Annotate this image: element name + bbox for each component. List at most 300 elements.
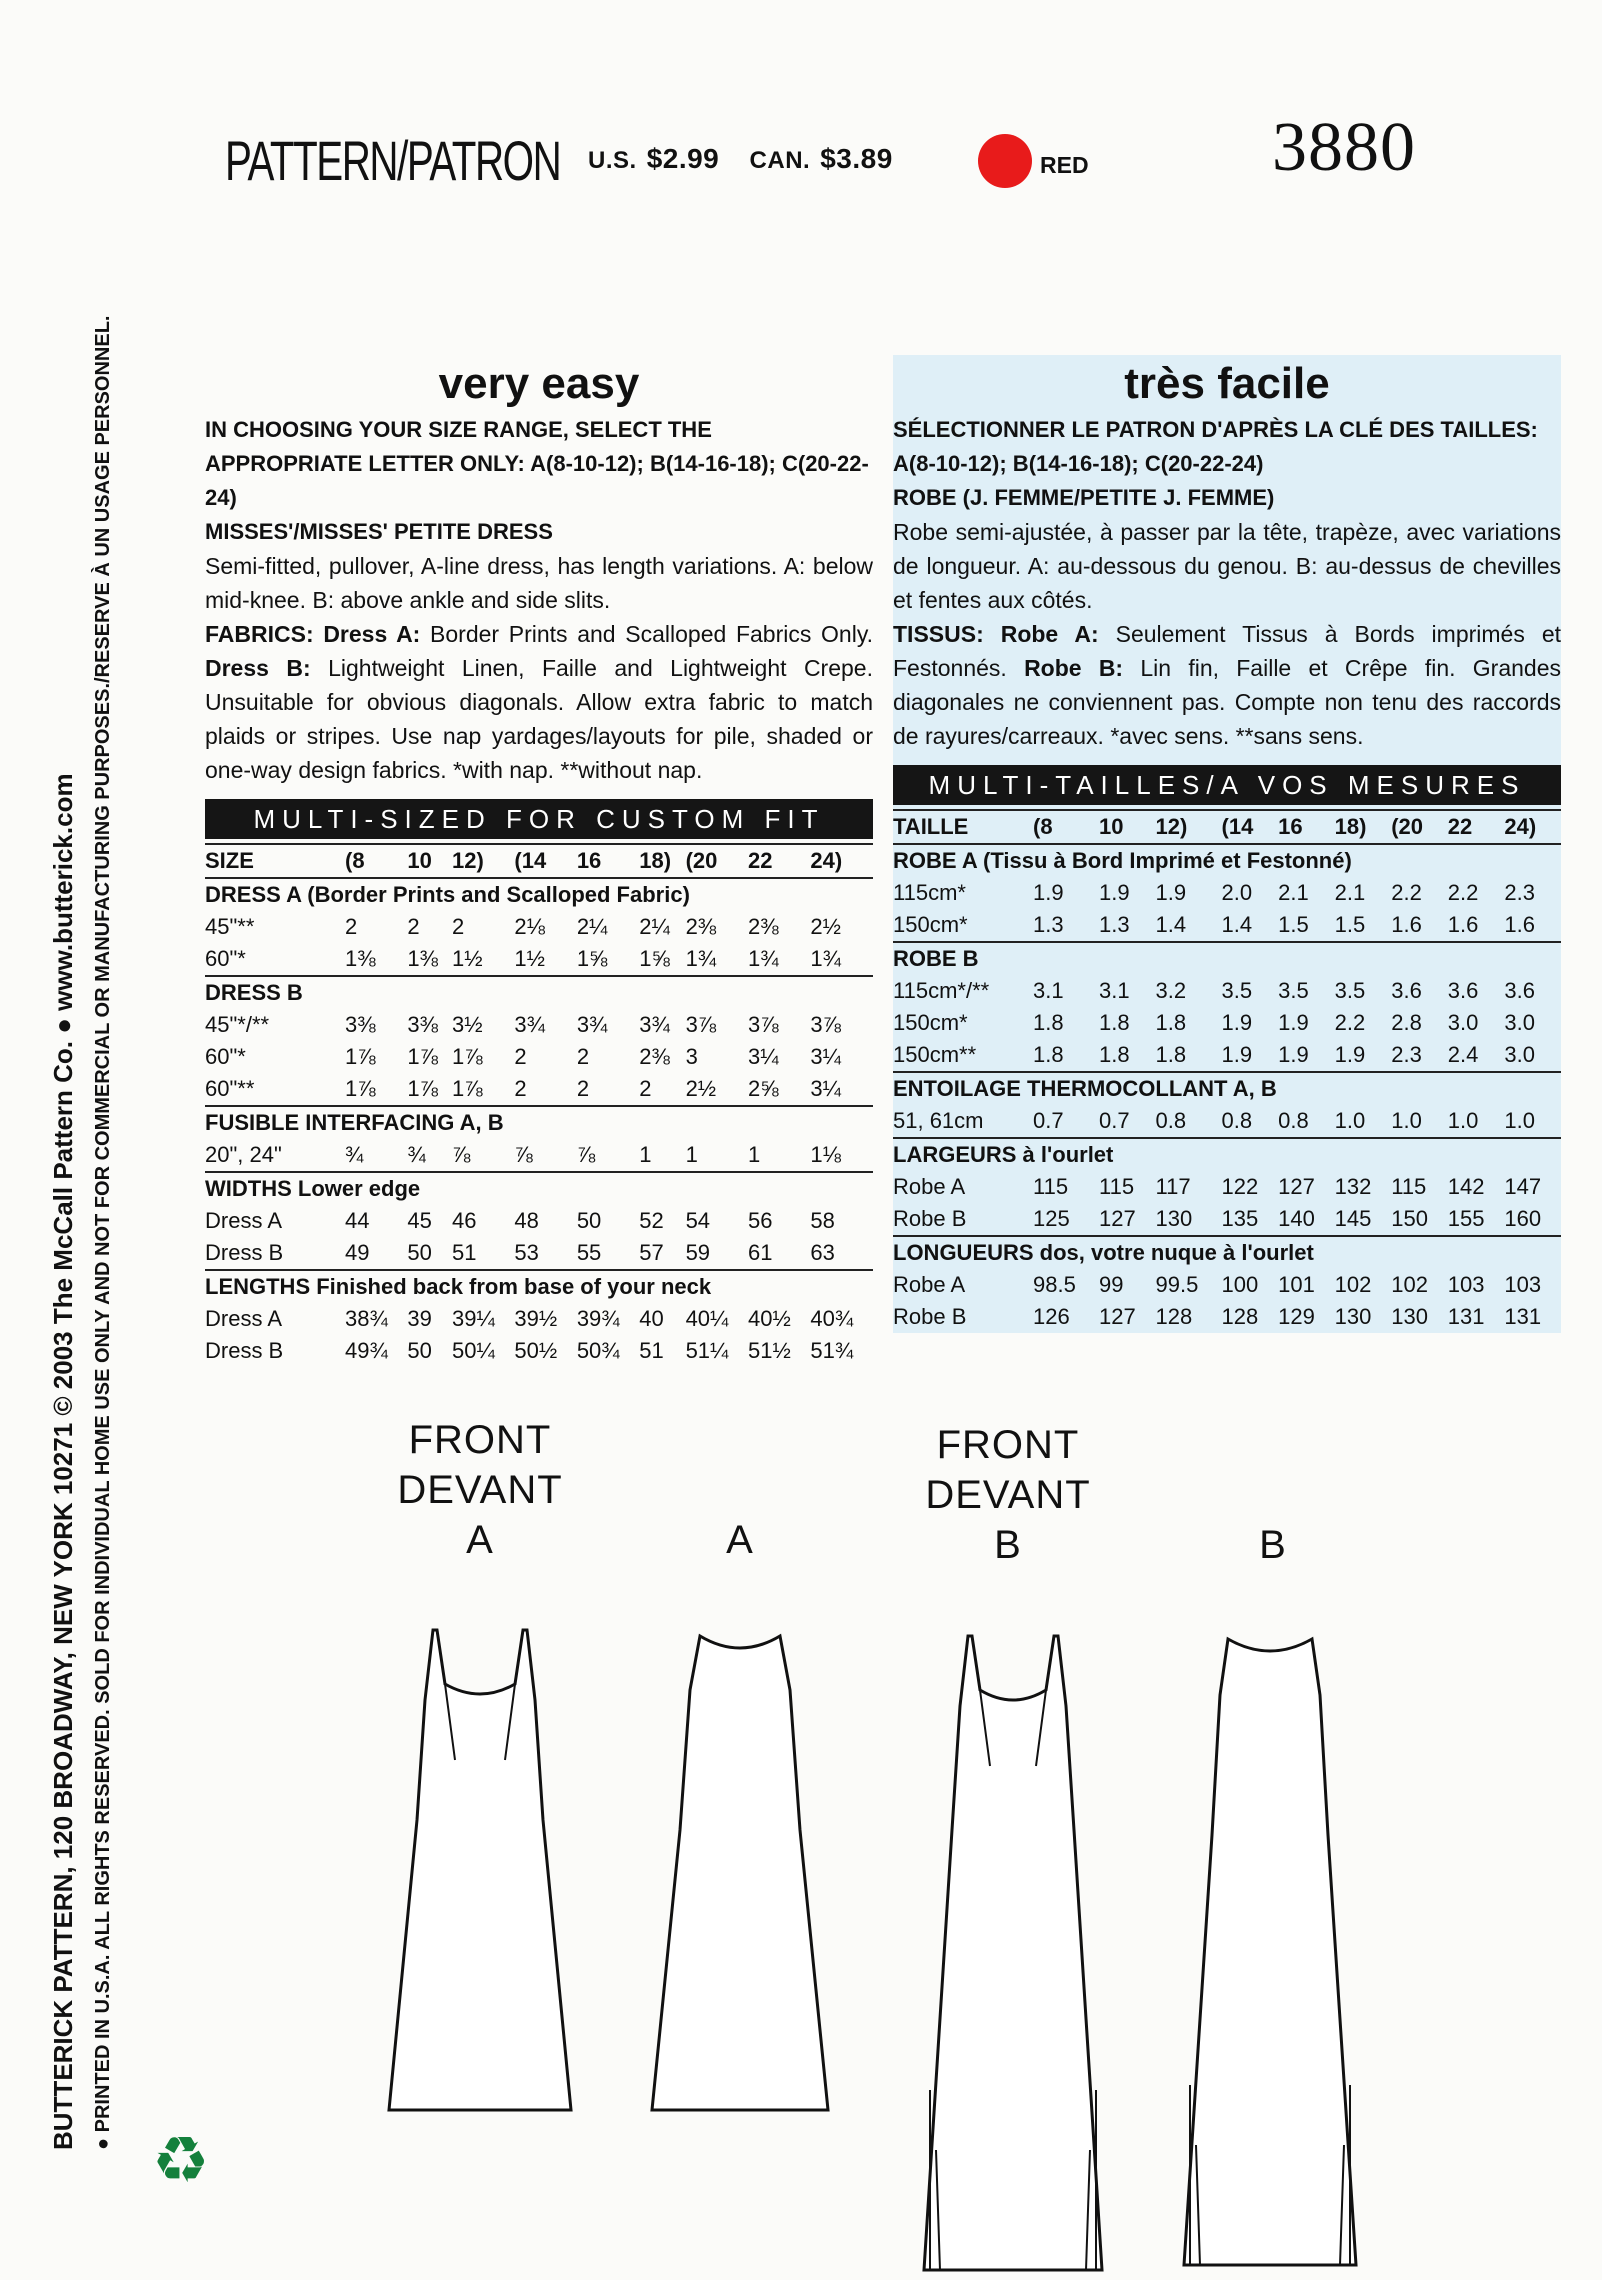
table-cell: 2.0 — [1221, 880, 1253, 905]
table-cell: 2 — [514, 1044, 527, 1069]
table-cell: 1.9 — [1033, 880, 1064, 905]
row-label: 60"* — [205, 946, 246, 971]
front-label: FRONT — [936, 1423, 1080, 1467]
table-cell: 1.0 — [1447, 1108, 1479, 1133]
table-cell: 2.2 — [1334, 1010, 1366, 1035]
table-cell: 2.1 — [1334, 880, 1366, 905]
size-5: 18) — [639, 844, 685, 878]
figure-b-back-caption — [1233, 1520, 1313, 1570]
row-label: Robe A — [893, 1174, 966, 1199]
table-cell: 1.5 — [1334, 912, 1366, 937]
table-cell: 103 — [1447, 1272, 1485, 1297]
table-cell: 135 — [1221, 1206, 1259, 1231]
table-cell: 1.9 — [1278, 1010, 1309, 1035]
table-row — [893, 1203, 1561, 1236]
table-cell: 99.5 — [1155, 1272, 1199, 1297]
table-cell: 102 — [1334, 1272, 1372, 1297]
table-cell: 50 — [407, 1338, 432, 1363]
table-cell: 99 — [1098, 1272, 1124, 1297]
fabrics-b-text: Lightweight Linen, Faille and Lightweight Crepe. Unsuitable for obvious diagonals. Allow extra fabric to match plaids or stripes. Use nap yardages/layouts for pile, shaded or one-way design fabrics. *with nap. **without nap. — [205, 655, 873, 783]
table-cell: 2¼ — [576, 914, 608, 939]
table-cell: 50 — [576, 1208, 602, 1233]
table-cell: 1.4 — [1155, 912, 1187, 937]
devant-label: DEVANT — [397, 1468, 563, 1512]
size-3: (14 — [1222, 810, 1279, 844]
table-cell: 1.5 — [1278, 912, 1309, 937]
table-cell: 2 — [407, 914, 420, 939]
table-cell: 49¾ — [345, 1338, 388, 1363]
table-cell: ⅞ — [452, 1142, 471, 1167]
tissus-b-text: Lin fin, Faille et Crêpe fin. Grandes diagonales ne conviennent pas. Compte non tenu des raccords de rayures/carreaux. *avec sens. **sans sens. — [893, 655, 1561, 749]
table-cell: 63 — [810, 1240, 835, 1265]
section-title: ENTOILAGE THERMOCOLLANT A, B — [893, 1072, 1561, 1105]
section-title: LARGEURS à l'ourlet — [893, 1138, 1561, 1171]
table-cell: 1 — [639, 1142, 652, 1167]
table-row — [205, 1335, 873, 1367]
us-label: U.S. — [588, 147, 637, 174]
front-label: FRONT — [408, 1418, 552, 1462]
table-cell: 61 — [747, 1240, 773, 1265]
size-7: 22 — [748, 844, 810, 878]
table-cell: 100 — [1221, 1272, 1259, 1297]
table-cell: 2⅜ — [685, 914, 717, 939]
table-cell: 49 — [345, 1240, 370, 1265]
table-cell: 39¼ — [452, 1306, 495, 1331]
table-cell: 40 — [639, 1306, 664, 1331]
table-cell: ⅞ — [514, 1142, 533, 1167]
table-cell: 1.6 — [1447, 912, 1479, 937]
table-cell: 3.0 — [1504, 1010, 1535, 1035]
table-cell: 3¼ — [810, 1044, 841, 1069]
table-row — [893, 975, 1561, 1007]
table-cell: 1½ — [514, 946, 545, 971]
table-cell: 2.2 — [1391, 880, 1422, 905]
row-label: Robe B — [893, 1304, 967, 1329]
table-cell: 3¼ — [810, 1076, 841, 1101]
english-band: MULTI-SIZED FOR CUSTOM FIT — [205, 799, 873, 839]
size-label: TAILLE — [893, 810, 1033, 844]
table-cell: 0.7 — [1098, 1108, 1130, 1133]
section-title-row — [205, 976, 873, 1009]
table-cell: 160 — [1504, 1206, 1542, 1231]
view-label: A — [466, 1518, 494, 1562]
english-description: Semi-fitted, pullover, A-line dress, has length variations. A: below mid-knee. B: above ankle and side slits. — [205, 553, 873, 613]
size-8: 24) — [1504, 810, 1561, 844]
section-title-row — [893, 844, 1561, 877]
table-cell: 39½ — [514, 1306, 558, 1331]
table-cell: 3.5 — [1278, 978, 1309, 1003]
view-label: B — [994, 1523, 1022, 1567]
section-title: WIDTHS Lower edge — [205, 1172, 873, 1205]
table-cell: 1¾ — [685, 946, 717, 971]
figure-b-front-caption — [918, 1420, 1098, 1570]
table-cell: 48 — [514, 1208, 539, 1233]
row-label: Dress B — [205, 1338, 284, 1363]
table-cell: 130 — [1155, 1206, 1193, 1231]
english-yardage-table — [205, 843, 873, 1367]
size-4: 16 — [577, 844, 639, 878]
table-cell: 51¼ — [685, 1338, 729, 1363]
french-band: MULTI-TAILLES/A VOS MESURES — [893, 765, 1561, 805]
row-label: 150cm** — [893, 1042, 977, 1067]
table-cell: 3½ — [452, 1012, 483, 1037]
table-cell: 1⅜ — [345, 946, 376, 971]
section-title: ROBE A (Tissu à Bord Imprimé et Festonné) — [893, 844, 1561, 877]
table-row — [205, 1041, 873, 1073]
table-cell: 115 — [1033, 1174, 1069, 1199]
table-cell: 57 — [639, 1240, 664, 1265]
can-label: CAN. — [749, 147, 811, 174]
publisher-line: BUTTERICK PATTERN, 120 BROADWAY, NEW YORK 10271 © 2003 The McCall Pattern Co. ● www.butterick.com — [48, 773, 78, 2150]
table-cell: 1 — [685, 1142, 698, 1167]
table-cell: 2.3 — [1391, 1042, 1422, 1067]
table-cell: 1.8 — [1155, 1042, 1187, 1067]
table-row — [205, 1073, 873, 1106]
dress-a-front-illustration — [385, 1620, 575, 2120]
table-cell: 150 — [1391, 1206, 1428, 1231]
table-cell: 1.9 — [1098, 880, 1130, 905]
table-cell: 3.6 — [1391, 978, 1422, 1003]
table-cell: 0.7 — [1033, 1108, 1064, 1133]
table-cell: 50¼ — [452, 1338, 495, 1363]
table-row — [205, 1303, 873, 1335]
table-cell: 2¼ — [639, 914, 670, 939]
table-cell: 2 — [514, 1076, 527, 1101]
row-label: 150cm* — [893, 1010, 968, 1035]
table-cell: 155 — [1447, 1206, 1485, 1231]
section-title-row — [893, 1138, 1561, 1171]
table-row — [893, 1269, 1561, 1301]
table-cell: 3.5 — [1334, 978, 1366, 1003]
table-cell: 56 — [747, 1208, 773, 1233]
table-cell: 0.8 — [1278, 1108, 1309, 1133]
price-block — [588, 143, 915, 175]
table-cell: 1.9 — [1221, 1042, 1253, 1067]
table-cell: 103 — [1504, 1272, 1542, 1297]
table-cell: 1½ — [452, 946, 483, 971]
size-5: 18) — [1335, 810, 1392, 844]
size-2: 12) — [1156, 810, 1222, 844]
table-cell: 1⅝ — [576, 946, 608, 971]
table-cell: 1.8 — [1033, 1010, 1064, 1035]
table-cell: 1¾ — [747, 946, 779, 971]
row-label: 45"*/** — [205, 1012, 270, 1037]
pattern-number: 3880 — [1272, 109, 1416, 186]
table-cell: 2⅛ — [514, 914, 545, 939]
table-cell: 3 — [685, 1044, 698, 1069]
table-cell: 40¼ — [685, 1306, 729, 1331]
table-cell: 52 — [639, 1208, 664, 1233]
section-title-row — [893, 1072, 1561, 1105]
section-title: LONGUEURS dos, votre nuque à l'ourlet — [893, 1236, 1561, 1269]
tissus-b-label: Robe B: — [1024, 655, 1124, 681]
table-cell: 145 — [1334, 1206, 1372, 1231]
table-cell: 147 — [1504, 1174, 1542, 1199]
table-cell: 2 — [452, 914, 465, 939]
table-cell: 1 — [747, 1142, 761, 1167]
table-cell: 2 — [576, 1076, 590, 1101]
size-0: (8 — [345, 844, 407, 878]
fabrics-a-label: Dress A: — [323, 621, 421, 647]
row-label: 60"** — [205, 1076, 255, 1101]
table-cell: 1.3 — [1098, 912, 1130, 937]
table-cell: 127 — [1098, 1304, 1136, 1329]
table-cell: 2½ — [685, 1076, 717, 1101]
table-cell: 2.4 — [1447, 1042, 1479, 1067]
table-cell: 1.4 — [1221, 912, 1253, 937]
section-title-row — [205, 1172, 873, 1205]
table-cell: 2 — [345, 914, 358, 939]
table-cell: 128 — [1155, 1304, 1193, 1329]
row-label: 20", 24" — [205, 1142, 282, 1167]
table-cell: 101 — [1278, 1272, 1315, 1297]
table-cell: 40½ — [747, 1306, 791, 1331]
table-cell: 1.8 — [1155, 1010, 1187, 1035]
table-cell: 3⅞ — [685, 1012, 717, 1037]
table-cell: 3.2 — [1155, 978, 1187, 1003]
table-cell: 131 — [1504, 1304, 1542, 1329]
color-label: RED — [1040, 152, 1089, 178]
dress-b-front-illustration — [918, 1630, 1108, 2280]
table-cell: 1.9 — [1155, 880, 1187, 905]
table-cell: 2½ — [810, 914, 841, 939]
table-cell: 140 — [1278, 1206, 1315, 1231]
table-cell: 2.2 — [1447, 880, 1479, 905]
table-cell: 1.3 — [1033, 912, 1064, 937]
table-row — [205, 1205, 873, 1237]
table-cell: 131 — [1447, 1304, 1485, 1329]
table-cell: 2⅝ — [747, 1076, 779, 1101]
table-cell: 58 — [810, 1208, 835, 1233]
section-title: FUSIBLE INTERFACING A, B — [205, 1106, 873, 1139]
pattern-label: PATTERN/PATRON — [225, 129, 561, 192]
row-label: Robe A — [893, 1272, 966, 1297]
section-title: ROBE B — [893, 942, 1561, 975]
table-cell: 51¾ — [810, 1338, 854, 1363]
dress-b-back-illustration — [1180, 1635, 1360, 2275]
section-title: DRESS A (Border Prints and Scalloped Fabric) — [205, 878, 873, 911]
table-cell: 3.6 — [1447, 978, 1479, 1003]
table-cell: 1.8 — [1098, 1042, 1130, 1067]
table-cell: 54 — [685, 1208, 711, 1233]
table-cell: 2.3 — [1504, 880, 1535, 905]
table-cell: 3¾ — [639, 1012, 670, 1037]
table-cell: 3⅜ — [407, 1012, 438, 1037]
devant-label: DEVANT — [925, 1473, 1091, 1517]
table-cell: 2⅜ — [639, 1044, 670, 1069]
french-column — [893, 355, 1561, 1333]
table-cell: 2.8 — [1391, 1010, 1422, 1035]
table-cell: ¾ — [345, 1142, 364, 1167]
table-row — [205, 911, 873, 943]
table-cell: 127 — [1098, 1206, 1136, 1231]
table-cell: 1.8 — [1098, 1010, 1130, 1035]
table-cell: 1⅞ — [345, 1076, 376, 1101]
english-column — [205, 355, 873, 1367]
section-title: LENGTHS Finished back from base of your neck — [205, 1270, 873, 1303]
table-cell: 51 — [452, 1240, 477, 1265]
table-cell: 142 — [1447, 1174, 1485, 1199]
french-size-instructions: SÉLECTIONNER LE PATRON D'APRÈS LA CLÉ DES TAILLES: A(8-10-12); B(14-16-18); C(20-22-24) — [893, 417, 1538, 476]
figure-a-back-caption — [700, 1515, 780, 1565]
table-cell: 3⅜ — [345, 1012, 376, 1037]
row-label: 51, 61cm — [893, 1108, 984, 1133]
table-cell: 40¾ — [810, 1306, 854, 1331]
row-label: 60"* — [205, 1044, 246, 1069]
size-label: SIZE — [205, 844, 345, 878]
table-cell: 1.6 — [1504, 912, 1535, 937]
recycle-icon: ♻ — [152, 2124, 210, 2196]
table-cell: 59 — [685, 1240, 711, 1265]
size-6: (20 — [1391, 810, 1448, 844]
table-cell: 0.8 — [1221, 1108, 1253, 1133]
table-cell: 50 — [407, 1240, 432, 1265]
table-cell: 50½ — [514, 1338, 558, 1363]
english-title: very easy — [438, 359, 640, 408]
table-cell: 1⅞ — [452, 1076, 483, 1101]
french-fabrics — [893, 617, 1561, 753]
table-cell: 3⅞ — [747, 1012, 779, 1037]
table-cell: 117 — [1155, 1174, 1191, 1199]
table-row — [893, 1105, 1561, 1138]
table-cell: 3¾ — [576, 1012, 608, 1037]
french-description: Robe semi-ajustée, à passer par la tête, trapèze, avec variations de longueur. A: au-dessous du genou. B: au-dessus de chevilles et fentes aux côtés. — [893, 519, 1561, 613]
color-dot-icon — [978, 134, 1032, 188]
table-cell: 125 — [1033, 1206, 1070, 1231]
size-1: 10 — [1099, 810, 1156, 844]
table-cell: 44 — [345, 1208, 370, 1233]
table-cell: 3¾ — [514, 1012, 545, 1037]
table-cell: 122 — [1221, 1174, 1259, 1199]
table-cell: 1⅞ — [407, 1044, 438, 1069]
size-8: 24) — [810, 844, 873, 878]
row-label: 115cm*/** — [893, 978, 990, 1003]
row-label: Robe B — [893, 1206, 967, 1231]
table-cell: 130 — [1391, 1304, 1428, 1329]
section-title-row — [205, 1106, 873, 1139]
row-label: 115cm* — [893, 880, 966, 905]
english-size-instructions: IN CHOOSING YOUR SIZE RANGE, SELECT THE APPROPRIATE LETTER ONLY: A(8-10-12); B(14-16-18); C(20-22-24) — [205, 417, 869, 510]
size-7: 22 — [1448, 810, 1505, 844]
english-dress-name: MISSES'/MISSES' PETITE DRESS — [205, 519, 553, 544]
table-row — [893, 1039, 1561, 1072]
table-cell: 128 — [1221, 1304, 1259, 1329]
table-row — [205, 1009, 873, 1041]
table-cell: 45 — [407, 1208, 432, 1233]
table-cell: 3⅞ — [810, 1012, 841, 1037]
fabrics-b-label: Dress B: — [205, 655, 311, 681]
table-cell: 3.5 — [1221, 978, 1253, 1003]
table-cell: 98.5 — [1033, 1272, 1076, 1297]
table-cell: 1.9 — [1334, 1042, 1366, 1067]
table-cell: 51½ — [747, 1338, 791, 1363]
table-cell: 1.0 — [1504, 1108, 1535, 1133]
row-label: Dress A — [205, 1208, 283, 1233]
section-title-row — [205, 878, 873, 911]
table-cell: 1.9 — [1221, 1010, 1253, 1035]
french-dress-name: ROBE (J. FEMME/PETITE J. FEMME) — [893, 485, 1275, 510]
table-cell: 1⅝ — [639, 946, 670, 971]
can-price: $3.89 — [820, 143, 893, 174]
fabrics-a-text: Border Prints and Scalloped Fabrics Only. — [430, 621, 874, 647]
table-cell: 126 — [1033, 1304, 1070, 1329]
section-title-row — [205, 1270, 873, 1303]
table-cell: 3.1 — [1033, 978, 1064, 1003]
table-cell: 3.6 — [1504, 978, 1535, 1003]
table-cell: 1⅞ — [407, 1076, 438, 1101]
rights-line: ● PRINTED IN U.S.A. ALL RIGHTS RESERVED. SOLD FOR INDIVIDUAL HOME USE ONLY AND NOT FOR COMMERCIAL OR MANUFACTURING PURPOSES./RESERVE À UN USAGE PERSONNEL. — [92, 315, 114, 2150]
table-row — [205, 1237, 873, 1270]
english-fabrics — [205, 617, 873, 787]
tissus-label: TISSUS: — [893, 621, 984, 647]
table-cell: 3.1 — [1098, 978, 1130, 1003]
table-cell: 3¼ — [747, 1044, 779, 1069]
row-label: 150cm* — [893, 912, 968, 937]
table-row — [893, 1171, 1561, 1203]
table-row — [893, 1301, 1561, 1333]
us-price: $2.99 — [646, 143, 720, 174]
row-label: 45"** — [205, 914, 255, 939]
table-cell: 1.6 — [1391, 912, 1422, 937]
table-row — [893, 909, 1561, 942]
section-title: DRESS B — [205, 976, 873, 1009]
table-cell: 46 — [452, 1208, 477, 1233]
french-yardage-table — [893, 809, 1561, 1333]
table-cell: 127 — [1278, 1174, 1315, 1199]
table-cell: 115 — [1391, 1174, 1427, 1199]
table-cell: 50¾ — [576, 1338, 620, 1363]
table-cell: 130 — [1334, 1304, 1372, 1329]
table-cell: 2⅜ — [747, 914, 779, 939]
table-cell: 1⅛ — [810, 1142, 841, 1167]
section-title-row — [893, 1236, 1561, 1269]
figure-a-front-caption — [390, 1415, 570, 1565]
table-cell: 2.1 — [1278, 880, 1309, 905]
table-cell: 115 — [1098, 1174, 1135, 1199]
view-label: B — [1259, 1523, 1287, 1567]
size-2: 12) — [452, 844, 514, 878]
table-cell: 3.0 — [1504, 1042, 1535, 1067]
row-label: Dress A — [205, 1306, 283, 1331]
table-row — [205, 1139, 873, 1172]
size-6: (20 — [686, 844, 748, 878]
table-cell: 38¾ — [345, 1306, 388, 1331]
table-cell: 51 — [639, 1338, 664, 1363]
table-cell: 1.0 — [1391, 1108, 1422, 1133]
table-cell: 1¾ — [810, 946, 841, 971]
table-cell: 39 — [407, 1306, 432, 1331]
french-title: très facile — [1124, 359, 1330, 408]
section-title-row — [893, 942, 1561, 975]
table-cell: 2 — [639, 1076, 652, 1101]
size-4: 16 — [1278, 810, 1335, 844]
table-row — [893, 1007, 1561, 1039]
size-3: (14 — [514, 844, 576, 878]
table-cell: 129 — [1278, 1304, 1315, 1329]
table-cell: ¾ — [407, 1142, 426, 1167]
size-header-row — [893, 810, 1561, 844]
table-cell: 1⅜ — [407, 946, 438, 971]
size-1: 10 — [407, 844, 452, 878]
table-cell: 0.8 — [1155, 1108, 1187, 1133]
table-cell: 1.0 — [1334, 1108, 1366, 1133]
tissus-a-label: Robe A: — [1000, 621, 1099, 647]
table-row — [205, 943, 873, 976]
table-cell: 53 — [514, 1240, 539, 1265]
table-cell: 39¾ — [576, 1306, 620, 1331]
table-cell: 55 — [576, 1240, 602, 1265]
table-cell: 1.9 — [1278, 1042, 1309, 1067]
